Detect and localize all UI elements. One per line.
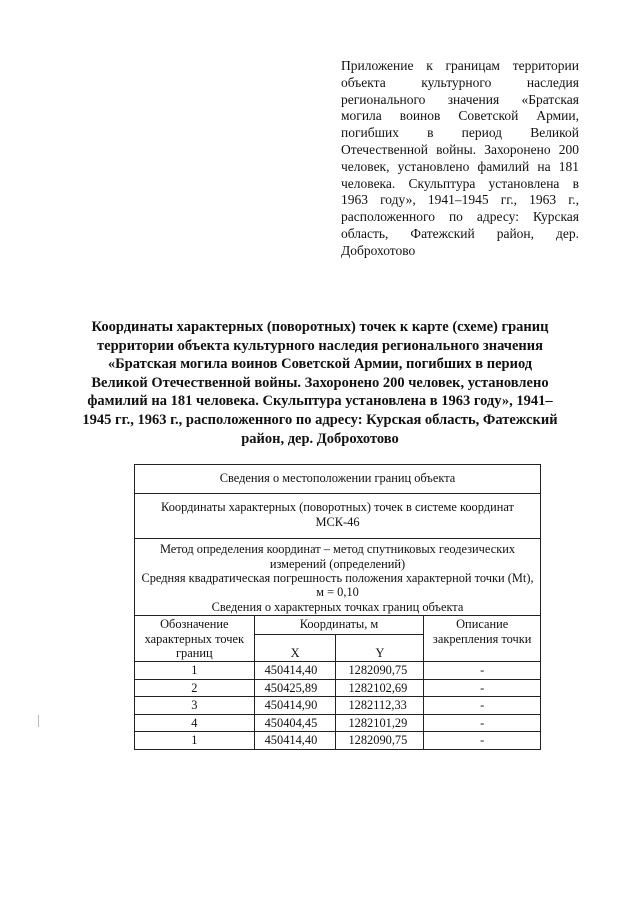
y-value: 1282101,29 xyxy=(336,714,424,731)
point-description: - xyxy=(424,732,541,749)
description-column-header: Описание закрепления точки xyxy=(424,616,541,662)
x-value: 450414,90 xyxy=(254,697,336,714)
point-description: - xyxy=(424,714,541,731)
table-header-row xyxy=(135,494,541,539)
point-id: 3 xyxy=(135,697,255,714)
column-header-row xyxy=(135,616,541,635)
y-value: 1282112,33 xyxy=(336,697,424,714)
coordinates-table xyxy=(134,464,541,750)
designation-column-header: Обозначение характерных точек границ xyxy=(135,616,255,662)
document-title: Координаты характерных (поворотных) точек к карте (схеме) границ территории объекта культурного наследия регионального значения «Братская могила воинов Советской Армии, погибших в период Великой Отечественной войны. Захоронено 200 человек, установлено фамилий на 181 человека. Скульптура установлена в 1963 году», 1941–1945 гг., 1963 г., расположенного по адресу: Курская область, Фатежский район, дер. Доброхотово xyxy=(82,319,558,447)
points-header: Сведения о характерных точках границ объекта xyxy=(211,599,464,614)
point-id: 4 xyxy=(135,714,255,731)
point-id: 1 xyxy=(135,662,255,679)
x-value: 450425,89 xyxy=(254,679,336,696)
point-description: - xyxy=(424,679,541,696)
x-value: 450414,40 xyxy=(254,732,336,749)
table-row xyxy=(135,732,541,749)
y-value: 1282090,75 xyxy=(336,732,424,749)
table-row xyxy=(135,697,541,714)
y-column-header: Y xyxy=(336,635,424,662)
table-row xyxy=(135,679,541,696)
y-value: 1282102,69 xyxy=(336,679,424,696)
method-block xyxy=(135,539,541,616)
method-text: Метод определения координат – метод спутниковых геодезических измерений (определений) xyxy=(159,542,516,571)
table-row xyxy=(135,662,541,679)
point-id: 1 xyxy=(135,732,255,749)
point-id: 2 xyxy=(135,679,255,696)
y-value: 1282090,75 xyxy=(336,662,424,679)
x-value: 450404,45 xyxy=(254,714,336,731)
coordinate-system-header: Координаты характерных (поворотных) точек в системе координат МСК-46 xyxy=(135,494,541,539)
table-row xyxy=(135,714,541,731)
location-header: Сведения о местоположении границ объекта xyxy=(135,465,541,494)
x-value: 450414,40 xyxy=(254,662,336,679)
coordinates-column-header: Координаты, м xyxy=(254,616,424,635)
x-column-header: X xyxy=(254,635,336,662)
scan-mark xyxy=(38,715,39,727)
accuracy-text: Средняя квадратическая погрешность положения характерной точки (Mt), м = 0,10 xyxy=(141,571,534,600)
table-header-row xyxy=(135,465,541,494)
point-description: - xyxy=(424,662,541,679)
appendix-note: Приложение к границам территории объекта культурного наследия регионального значения «Братская могила воинов Советской Армии, погибших в период Великой Отечественной войны. Захоронено 200 человек, установлено фамилий на 181 человека. Скульптура установлена в 1963 году», 1941–1945 гг., 1963 г., расположенного по адресу: Курская область, Фатежский район, дер. Доброхотово xyxy=(341,58,579,258)
point-description: - xyxy=(424,697,541,714)
table-header-row xyxy=(135,539,541,616)
